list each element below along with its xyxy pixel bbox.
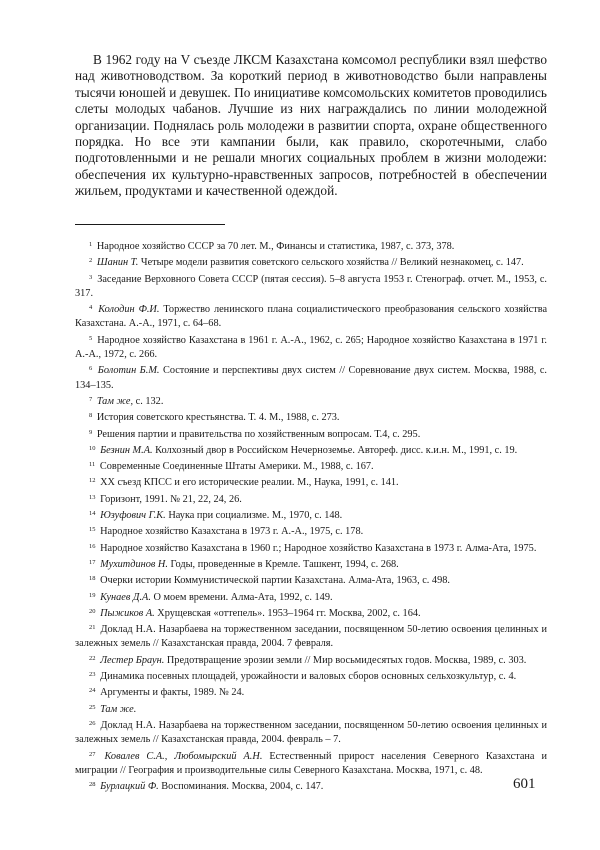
footnote-number: 3 (89, 273, 93, 281)
footnote-number: 15 (89, 526, 96, 534)
footnote-number: 4 (89, 304, 93, 312)
footnote (75, 238, 547, 254)
footnote-number: 10 (89, 444, 96, 452)
footnote (75, 748, 547, 779)
footnote-text: с. 132. (135, 395, 164, 407)
footnote-text: Предотвращение эрозии земли // Мир восьмидесятых годов. Москва, 1989, с. 303. (166, 654, 527, 666)
footnote-text: ХХ съезд КПСС и его исторические реалии. М., Наука, 1991, с. 141. (100, 477, 399, 489)
footnote-number: 20 (89, 607, 96, 615)
footnote-number: 11 (89, 461, 96, 469)
footnote (75, 556, 547, 572)
footnote-author: Лестер Браун. (100, 654, 165, 666)
footnote-author: Бурлацкий Ф. (100, 781, 159, 793)
footnote-author: Юзуфович Г.К. (100, 510, 166, 522)
footnote-author: Ковалев С.А., Любомырский А.Н. (104, 750, 263, 762)
footnote-text: Четыре модели развития советского сельского хозяйства // Великий незнакомец, с. 147. (140, 257, 524, 269)
footnote-text: Горизонт, 1991. № 21, 22, 24, 26. (100, 493, 242, 505)
footnote-number: 7 (89, 395, 93, 403)
footnote (75, 540, 547, 556)
footnote-text: Заседание Верховного Совета СССР (пятая сессия). 5–8 августа 1953 г. Стенограф. отчет. М., 1953, с. 317. (75, 273, 548, 299)
footnote-separator (75, 224, 225, 225)
footnote (75, 684, 547, 700)
footnote (75, 652, 547, 668)
footnote-number: 12 (89, 477, 96, 485)
footnote-text: Воспоминания. Москва, 2004, с. 147. (161, 781, 324, 793)
footnote-number: 14 (89, 510, 96, 518)
footnote-number: 22 (89, 654, 96, 662)
footnote (75, 717, 547, 748)
footnote-text: Торжество ленинского плана социалистического преобразования сельского хозяйства Казахстана. А.-А., 1971, с. 64–68. (75, 304, 548, 330)
footnote (75, 442, 547, 458)
page-number: 601 (513, 776, 536, 792)
footnote (75, 572, 547, 588)
footnote-author: Болотин Б.М. (97, 365, 160, 377)
footnote-number: 9 (89, 428, 93, 436)
footnote (75, 474, 547, 490)
footnote-text: Народное хозяйство Казахстана в 1960 г.; Народное хозяйство Казахстана в 1973 г. Алма-Ата, 1975. (100, 542, 537, 554)
footnote (75, 254, 547, 270)
footnote-text: Народное хозяйство СССР за 70 лет. М., Финансы и статистика, 1987, с. 373, 378. (96, 241, 455, 252)
footnote (75, 507, 547, 523)
footnote-text: Доклад Н.А. Назарбаева на торжественном заседании, посвященном 50-летию освоения целинных и залежных земель // Казахстанская правда, 2004. февраль – 7. (75, 719, 547, 746)
footnote (75, 701, 547, 717)
footnote-text: Динамика посевных площадей, урожайности и валовых сборов основных сельхозкультур, с. 4. (100, 671, 517, 683)
footnote-text: Аргументы и факты, 1989. № 24. (100, 687, 245, 699)
footnote-number: 26 (89, 719, 96, 727)
footnote (75, 332, 547, 363)
footnote (75, 668, 547, 684)
footnote (75, 589, 547, 605)
footnote-text: Естественный прирост населения Северного Казахстана и миграции // География и производительные силы Северного Казахстана. Москва, 1971, с. 48. (75, 750, 547, 776)
footnote-number: 17 (89, 558, 96, 566)
footnote-number: 1 (89, 241, 93, 248)
footnote (75, 271, 547, 302)
footnote-number: 16 (89, 542, 96, 550)
footnote-text: О моем времени. Алма-Ата, 1992, с. 149. (153, 591, 333, 603)
footnote (75, 409, 547, 425)
footnote (75, 605, 547, 621)
body-paragraph: В 1962 году на V съезде ЛКСМ Казахстана комсомол республики взял шефство над животноводством. За короткий период в животноводство были направлены тысячи юношей и девушек. По инициативе комсомольских комитетов проводились слеты молодых чабанов. Лучшие из них награждались по линии молодежной организации. Поднялась роль молодежи в развитии спорта, охране общественного порядка. Но все эти кампании были, как правило, скоротечными, слабо подготовленными и не решали многих социальных проблем в жизни молодежи: обеспечения их культурно-нравственных запросов, потребностей в обеспечении жильем, продуктами и качественной одеждой. (75, 52, 547, 199)
footnote-number: 21 (89, 624, 96, 632)
footnote-text: Состояние и перспективы двух систем // Соревнование двух систем. Москва, 1988, с. 134–135. (75, 365, 548, 391)
footnote-text: Хрущевская «оттепель». 1953–1964 гг. Москва, 2002, с. 164. (157, 607, 421, 619)
footnote-number: 28 (89, 781, 96, 789)
footnote (75, 393, 547, 409)
footnote-text: Народное хозяйство Казахстана в 1961 г. А.-А., 1962, с. 265; Народное хозяйство Казахстана в 1971 г. А.-А., 1972, с. 266. (75, 334, 547, 361)
footnote-number: 18 (89, 575, 96, 583)
footnote (75, 491, 547, 507)
footnote-number: 8 (89, 412, 93, 420)
footnote-number: 25 (89, 703, 96, 711)
footnote-number: 19 (89, 591, 96, 599)
footnote-number: 23 (89, 671, 96, 679)
footnote (75, 426, 547, 442)
footnote-author: Пыжиков А. (100, 607, 155, 619)
footnote-author: Кунаев Д.А. (100, 591, 151, 603)
main-text (75, 52, 547, 200)
footnote (75, 362, 547, 393)
footnote-text: Наука при социализме. М., 1970, с. 148. (168, 510, 343, 522)
footnote-text: Очерки истории Коммунистической партии Казахстана. Алма-Ата, 1963, с. 498. (100, 575, 450, 587)
footnote (75, 778, 547, 794)
footnote-text: Годы, проведенные в Кремле. Ташкент, 1994, с. 268. (170, 558, 399, 570)
footnote-number: 13 (89, 493, 96, 501)
footnote-number: 27 (89, 750, 96, 758)
footnote (75, 523, 547, 539)
footnote (75, 301, 547, 332)
footnote-text: Современные Соединенные Штаты Америки. М., 1988, с. 167. (99, 461, 374, 473)
footnote-text: Решения партии и правительства по хозяйственным вопросам. Т.4, с. 295. (96, 428, 421, 440)
footnote-author: Колодин Ф.И. (98, 304, 160, 316)
footnote (75, 458, 547, 474)
footnote-text: Народное хозяйство Казахстана в 1973 г. А.-А., 1975, с. 178. (100, 526, 364, 538)
footnote (75, 621, 547, 652)
footnote-text: Колхозный двор в Российском Нечерноземье. Автореф. дисс. к.и.н. М., 1991, с. 19. (155, 444, 518, 456)
footnote-text: Доклад Н.А. Назарбаева на торжественном заседании, посвященном 50-летию освоения целинных и залежных земель // Казахстанская правда, 2004. 7 февраля. (75, 624, 547, 650)
footnote-author: Мухитдинов Н. (100, 558, 168, 570)
footnote-author: Там же. (100, 703, 137, 715)
footnotes-list (75, 238, 547, 794)
footnote-number: 2 (89, 257, 93, 265)
footnote-author: Безнин М.А. (100, 444, 153, 456)
footnote-author: Там же, (96, 395, 134, 407)
footnote-author: Шанин Т. (96, 257, 139, 269)
footnote-text: История советского крестьянства. Т. 4. М., 1988, с. 273. (96, 412, 340, 424)
footnote-number: 5 (89, 334, 93, 342)
footnote-number: 24 (89, 687, 96, 695)
footnote-number: 6 (89, 365, 93, 373)
